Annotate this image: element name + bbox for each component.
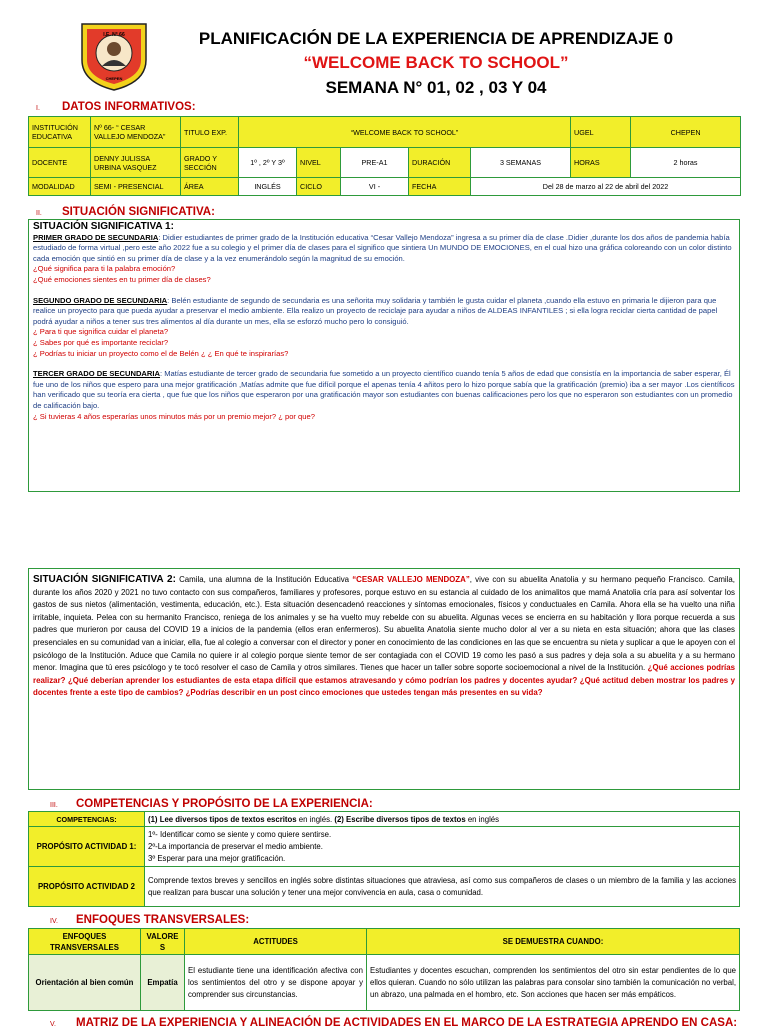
grade-2-question-1: ¿ Para ti que significa cuidar el planeta? <box>33 327 169 337</box>
grade-3-text: : Matías estudiante de tercer grado de secundaria fue sometido a un proyecto científico cuando tenía 5 años de edad que consistía en la importancia de saber esperar, Él fue uno de los niños que espero para una mejor gratificación ,Matías admite que fue difícil porque el apenas tenía 4 añitos pero lo hizo porque sabía que la gratificación (premio) iba a ser mayor .Los científicos han verificado que su teoría era cierta , que fue que los niños que esperaron por una gratificación mayor son estudiantes con buenas calificaciones pero los que no esperaron son estudiantes con un promedio de calificación bajo. <box>33 369 735 410</box>
comp-2-text: Escribe diversos tipos de textos <box>343 814 466 824</box>
label-ciclo: CICLO <box>297 178 341 196</box>
label-nivel: NIVEL <box>297 148 341 178</box>
grade-1-question-1: ¿Qué significa para ti la palabra emoción? <box>33 264 176 274</box>
situation-1-title: SITUACIÓN SIGNIFICATIVA 1: <box>33 221 174 232</box>
value-fecha: Del 28 de marzo al 22 de abril del 2022 <box>471 178 741 196</box>
label-docente: DOCENTE <box>29 148 91 178</box>
section-4-heading <box>50 914 249 926</box>
comp-1-number: (1) <box>148 814 158 824</box>
grade-2-label: SEGUNDO GRADO DE SECUNDARIA <box>33 295 168 305</box>
value-duracion: 3 SEMANAS <box>471 148 571 178</box>
value-ciclo: VI - <box>341 178 409 196</box>
situation-1-box <box>28 219 740 492</box>
situation-2-questions: ¿Qué acciones podrías realizar? ¿Qué deberían aprender los estudiantes de esta etapa difícil que estamos atravesando y cómo podrían los padres y docentes ayudar? ¿Qué actitud deben mostrar los padres y docentes frente a este tipo de cambios? ¿Podrías describir en un post cinco emociones que ustedes tengan más presentes en su vida? <box>33 663 735 698</box>
situation-2-school: “CESAR VALLEJO MENDOZA” <box>352 575 470 584</box>
section-3-number: III. <box>50 802 58 809</box>
grade-1-label: PRIMER GRADO DE SECUNDARIA <box>33 232 159 242</box>
section-1-title: DATOS INFORMATIVOS: <box>62 101 196 113</box>
label-grado: GRADO Y SECCIÓN <box>181 148 239 178</box>
section-5-number: V. <box>50 1021 56 1028</box>
section-3-title: COMPETENCIAS Y PROPÓSITO DE LA EXPERIENCIA: <box>76 798 373 810</box>
section-1-number: I. <box>36 105 40 112</box>
situation-2-box <box>28 568 740 790</box>
section-1-heading <box>36 101 196 113</box>
label-institucion: INSTITUCIÓN EDUCATIVA <box>29 117 91 148</box>
situation-2-title: SITUACIÓN SIGNIFICATIVA 2: <box>33 574 176 585</box>
label-modalidad: MODALIDAD <box>29 178 91 196</box>
value-area: INGLÉS <box>239 178 297 196</box>
enfoque-value: Orientación al bien común <box>29 955 141 1011</box>
demuestra-header: SE DEMUESTRA CUANDO: <box>367 929 740 955</box>
section-5-heading <box>50 1017 737 1029</box>
grade-1-question-2: ¿Qué emociones sientes en tu primer día de clases? <box>33 274 211 284</box>
value-titulo: “WELCOME BACK TO SCHOOL” <box>239 117 571 148</box>
label-duracion: DURACIÓN <box>409 148 471 178</box>
section-2-number: II. <box>36 210 42 217</box>
grade-2-question-2: ¿ Sabes por qué es importante reciclar? <box>33 337 169 347</box>
section-2-title: SITUACIÓN SIGNIFICATIVA: <box>62 206 215 218</box>
label-area: ÁREA <box>181 178 239 196</box>
demuestra-value: Estudiantes y docentes escuchan, comprenden los sentimientos del otro sin estar pendientes de lo que ellos quieran. Cuando no sólo utilizan las palabras para consolar sino también la comunicación no verbal, un abrazo, una palmada en el hombro, etc. Son acciones que hacen ser más empáticos. <box>367 955 740 1011</box>
value-grado: 1º , 2º Y 3º <box>239 148 297 178</box>
label-ugel: UGEL <box>571 117 631 148</box>
section-5-title: MATRIZ DE LA EXPERIENCIA Y ALINEACIÓN DE ACTIVIDADES EN EL MARCO DE LA ESTRATEGIA APRENDO EN CASA: <box>76 1017 738 1029</box>
comp-2-mid: en inglés <box>465 814 500 824</box>
grade-1-text: : Didier estudiantes de primer grado de la Institución educativa “Cesar Vallejo Mendoza” ingresa a su primer día de clase .Didier ,durante los dos años de pandemia había estudiado de forma virtual ,pero este año 2022 fue a su colegio y el primer día de clases para el significo que sintiera Un MUNDO DE EMOCIONES, en el cual hizo una gráfica coloreando con un color distinto cada emoción que sintió en su primer día de clase y a la vez enumerándolo según la magnitud de su emoción. <box>33 232 732 263</box>
proposito-2-text: Comprende textos breves y sencillos en inglés sobre distintas situaciones que atraviesa, así como sus compañeros de clases o un miembro de la familia y las acciones que realizan para buscar una solución y tener una mejor convivencia en aula, casa o comunidad. <box>145 867 740 907</box>
competencias-label: COMPETENCIAS: <box>29 812 145 827</box>
section-3-heading <box>50 798 373 810</box>
logo-bottom-text: CHEPEN <box>105 76 123 81</box>
value-institucion: Nº 66- “ CESAR VALLEJO MENDOZA” <box>91 117 181 148</box>
valor-value: Empatía <box>141 955 185 1011</box>
enfoques-header: ENFOQUES TRANSVERSALES <box>29 929 141 955</box>
comp-1-text: Lee diversos tipos de textos escritos <box>157 814 297 824</box>
actitudes-header: ACTITUDES <box>185 929 367 955</box>
comp-2-number: (2) <box>334 814 344 824</box>
value-ugel: CHEPEN <box>631 117 741 148</box>
proposito-1-item-2: 2º-La importancia de preservar el medio ambiente. <box>148 841 323 851</box>
week-heading: SEMANA N° 01, 02 , 03 Y 04 <box>325 78 547 97</box>
grade-3-label: TERCER GRADO DE SECUNDARIA <box>33 369 160 379</box>
value-modalidad: SEMI - PRESENCIAL <box>91 178 181 196</box>
document-subtitle: “WELCOME BACK TO SCHOOL” <box>303 53 569 72</box>
approaches-table <box>28 928 740 1011</box>
value-horas: 2 horas <box>631 148 741 178</box>
grade-2-text: : Belén estudiante de segundo de secundaria es una señorita muy solidaria y también le gusta cuidar el planeta ,cuando ella estuvo en primaria le dijieron para que realice un proyecto para que pueda ayudar a preservar el medio ambiente. Ella realizo un proyecto de reciclaje para ayudar a niños de ALDEAS INFANTILES ; si ella logra reciclar cierta cantidad de papel podrá ayudar a niños a tener sus tres alimentos al día durante un mes, ella se esforzó mucho pero lo consiguió. <box>33 295 718 326</box>
label-fecha: FECHA <box>409 178 471 196</box>
comp-1-mid: en inglés. <box>296 814 335 824</box>
proposito-1-item-1: 1º- Identificar como se siente y como quiere sentirse. <box>148 829 332 839</box>
grade-2-question-3: ¿ Podrías tu iniciar un proyecto como el de Belén ¿ ¿ En qué te inspirarías? <box>33 348 289 358</box>
value-docente: DENNY JULISSA URBINA VASQUEZ <box>91 148 181 178</box>
section-2-heading <box>36 206 215 218</box>
logo-top-text: I.E. N° 66 <box>103 32 125 38</box>
valores-header: VALORES <box>141 929 185 955</box>
actitud-value: El estudiante tiene una identificación afectiva con los sentimientos del otro y se dispone apoyar y comprender sus circunstancias. <box>185 955 367 1011</box>
value-nivel: PRE-A1 <box>341 148 409 178</box>
proposito-1-label: PROPÓSITO ACTIVIDAD 1: <box>29 827 145 867</box>
label-horas: HORAS <box>571 148 631 178</box>
label-titulo: TITULO EXP. <box>181 117 239 148</box>
school-crest-logo <box>78 20 150 92</box>
document-title: PLANIFICACIÓN DE LA EXPERIENCIA DE APRENDIZAJE 0 <box>198 29 674 48</box>
section-4-number: IV. <box>50 918 58 925</box>
situation-2-text-1: Camila, una alumna de la Institución Educativa <box>175 575 353 584</box>
proposito-1-item-3: 3º Esperar para una mejor gratificación. <box>148 853 286 863</box>
section-4-title: ENFOQUES TRANSVERSALES: <box>76 914 250 926</box>
proposito-2-label: PROPÓSITO ACTIVIDAD 2 <box>29 867 145 907</box>
grade-3-question: ¿ Si tuvieras 4 años esperarías unos minutos más por un premio mejor? ¿ por que? <box>33 411 315 421</box>
competencies-table <box>28 811 740 907</box>
situation-2-text-2: , vive con su abuelita Anatolia y su hermano pequeño Francisco. Camila, durante los años 2020 y 2021 no tuvo contacto con sus compañeros, familiares y profesores, porque estuvo en su estancia al cuidado de los animalitos que mamá Anatolia cría para así solventar los gastos de sus nietos (alimentación, vestimenta, educación, etc.). Esta situación desencadenó reacciones y síntomas emocionales, físicos y conductuales en Camila. Ahora ella se ha vuelto una niña irritable, inquieta. Pelea con su hermanito Francisco, reniega de los animales y se ha vuelto muy rebelde con su abuelita. Algunas veces se encierra en su habitación y llora porque recuerda a sus padres que murieron por causa del COVID 19 a inicios de la pandemia (ellos eran enfermeros). Su abuelita Anatolia siente mucho dolor al ver a su nieta en esta situación; ahora que las clases presenciales en su comunidad van a iniciar, ella, fue al colegio a conversar con el director y poner en conocimiento de las condiciones en las que se encuentra su nieta y suplicar a que le apoyen con el psicólogo de la Institución. Aduce que Camila no quiere ir al colegio porque siente temor de ser contagiada con el COVID 19 como les pasó a sus padres y deja sola a su abuelita y a su hermano menor. Imagina que tú eres psicólogo y te tocó resolver el caso de Camila y otros similares. Tienes que hacer un taller sobre soporte socioemocional a nivel de la Institución. <box>33 575 735 673</box>
info-table <box>28 116 741 196</box>
